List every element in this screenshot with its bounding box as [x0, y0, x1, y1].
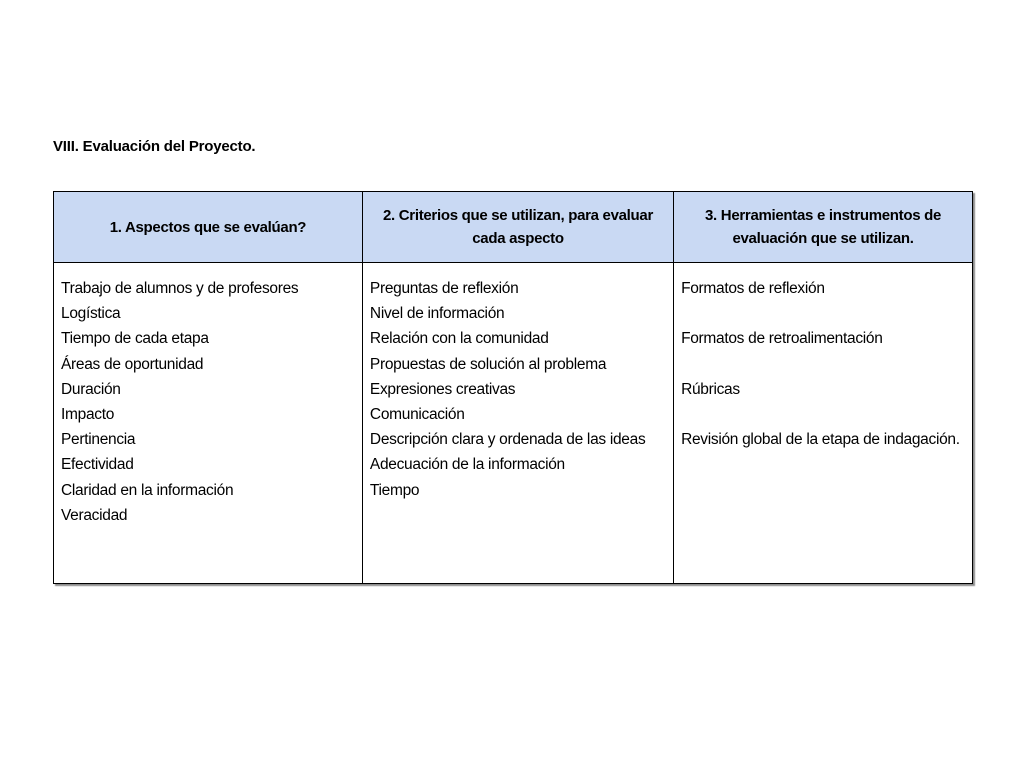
criterio-item: Preguntas de reflexión — [369, 280, 519, 297]
table-body-row — [54, 263, 973, 584]
header-herramientas: 3. Herramientas e instrumentos de evaluación que se utilizan. — [674, 192, 973, 263]
aspecto-item: Pertinencia — [61, 431, 136, 449]
criterio-item: Nivel de información — [369, 305, 505, 323]
herramienta-item: Rúbricas — [681, 380, 740, 398]
cell-herramientas — [674, 263, 973, 584]
header-criterios: 2. Criterios que se utilizan, para evaluar cada aspecto — [362, 192, 673, 263]
criterio-item: Tiempo — [369, 481, 420, 499]
criterio-item: Comunicación — [369, 406, 465, 424]
criterio-item: Propuestas de solución al problema — [369, 355, 607, 373]
aspecto-item: Impacto — [61, 406, 115, 424]
criterio-item: Adecuación de la información — [369, 456, 565, 474]
cell-criterios — [362, 263, 673, 584]
header-aspectos: 1. Aspectos que se evalúan? — [54, 192, 363, 263]
aspecto-item: Logística — [61, 305, 121, 323]
aspecto-item: Veracidad — [61, 506, 128, 524]
criterio-item: Descripción clara y ordenada de las ideas — [369, 431, 646, 449]
herramienta-item: Formatos de retroalimentación — [681, 330, 883, 348]
criterio-item: Expresiones creativas — [369, 380, 516, 398]
evaluation-table — [53, 191, 973, 584]
aspecto-item: Tiempo de cada etapa — [61, 330, 209, 348]
aspecto-item: Duración — [61, 380, 121, 398]
table-header-row — [54, 192, 973, 263]
herramienta-item: Formatos de reflexión — [681, 280, 825, 297]
section-title: VIII. Evaluación del Proyecto. — [53, 138, 256, 155]
aspecto-item: Áreas de oportunidad — [61, 355, 204, 373]
aspecto-item: Claridad en la información — [61, 481, 234, 499]
aspecto-item: Trabajo de alumnos y de profesores — [61, 280, 299, 297]
criterio-item: Relación con la comunidad — [369, 330, 549, 348]
cell-aspectos — [54, 263, 363, 584]
aspecto-item: Efectividad — [61, 456, 134, 474]
herramienta-item: Revisión global de la etapa de indagación. — [681, 431, 960, 449]
